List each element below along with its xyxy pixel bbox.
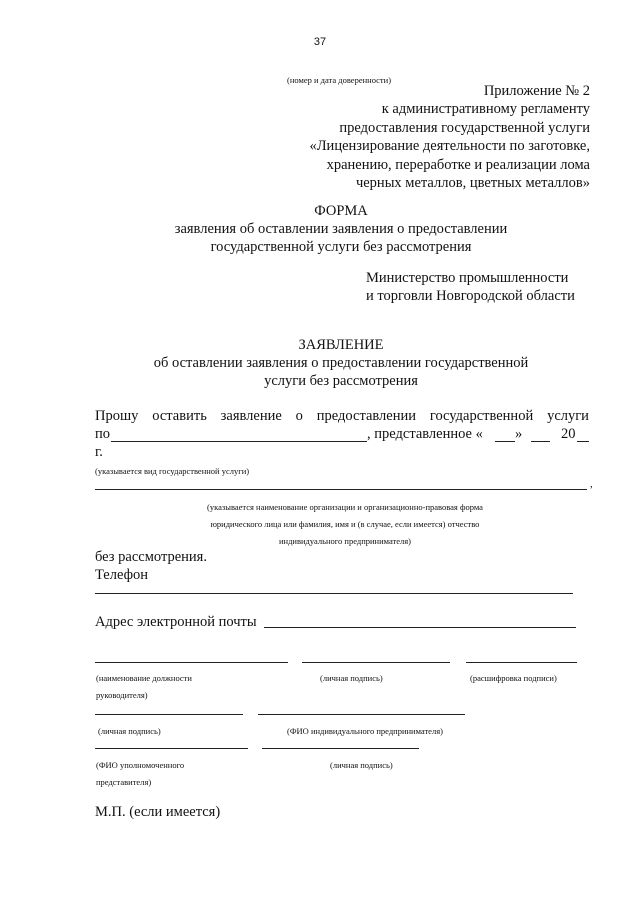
ip-signature-hint: (личная подпись) [98, 726, 161, 736]
phone-label: Телефон [95, 567, 148, 583]
request-word: услуги [547, 408, 589, 424]
applicant-name-field[interactable] [95, 489, 587, 490]
appendix-line: хранению, переработке и реализации лома [326, 156, 590, 173]
appendix-line: черных металлов, цветных металлов» [355, 175, 590, 192]
appendix-line: предоставления государственной услуги [339, 119, 590, 136]
appendix-line: «Лицензирование деятельности по заготовке, [309, 138, 590, 155]
applicant-line-comma: , [590, 478, 593, 490]
email-label: Адрес электронной почты [95, 614, 257, 630]
org-hint-line1: (указывается наименование организации и организационно-правовая форма [207, 502, 483, 512]
no-consideration-text: без рассмотрения. [95, 549, 207, 565]
org-hint-line3: индивидуального предпринимателя) [279, 536, 411, 546]
statement-subtitle-line1: об оставлении заявления о предоставлении государственной [153, 355, 529, 371]
request-word: Прошу [95, 408, 139, 424]
appendix-line: Приложение № 2 [483, 83, 590, 99]
position-hint-line2: руководителя) [96, 690, 148, 700]
form-subtitle-line2: государственной услуги без рассмотрения [210, 239, 472, 255]
position-hint-line1: (наименование должности [96, 673, 192, 683]
submission-year-field[interactable] [577, 441, 589, 442]
representative-signature-field[interactable] [262, 748, 419, 749]
head-signature-hint: (личная подпись) [320, 673, 383, 683]
ip-name-field[interactable] [258, 714, 465, 715]
request-word: предоставлении [316, 408, 416, 424]
request-word: о [295, 408, 303, 424]
position-field[interactable] [95, 662, 288, 663]
ip-signature-field[interactable] [95, 714, 243, 715]
appendix-block [309, 82, 590, 192]
submitted-label: , представленное « [367, 426, 483, 442]
request-prefix: по [95, 426, 111, 442]
phone-field[interactable] [95, 593, 573, 594]
submission-month-field[interactable] [531, 441, 550, 442]
email-field[interactable] [264, 627, 576, 628]
representative-signature-hint: (личная подпись) [330, 760, 393, 770]
request-word: заявление [220, 408, 282, 424]
recipient-line1: Министерство промышленности [366, 270, 569, 286]
submission-day-field[interactable] [495, 441, 515, 442]
service-name-field[interactable] [111, 441, 367, 442]
recipient-line2: и торговли Новгородской области [366, 288, 575, 304]
power-of-attorney-note: (номер и дата доверенности) [287, 75, 392, 85]
year-prefix: 20 [561, 426, 576, 442]
statement-subtitle-line2: услуги без рассмотрения [264, 373, 418, 389]
page-number: 37 [313, 36, 327, 48]
quote-close: » [515, 426, 523, 442]
signature-decoding-hint: (расшифровка подписи) [470, 673, 557, 683]
request-line1 [95, 408, 589, 425]
representative-hint-line1: (ФИО уполномоченного [96, 760, 185, 770]
form-title: ФОРМА [314, 203, 368, 219]
stamp-place: М.П. (если имеется) [95, 804, 221, 820]
request-word: оставить [152, 408, 207, 424]
signature-decoding-field[interactable] [466, 662, 577, 663]
ip-name-hint: (ФИО индивидуального предпринимателя) [287, 726, 443, 736]
statement-title: ЗАЯВЛЕНИЕ [298, 337, 384, 353]
request-word: государственной [429, 408, 534, 424]
head-signature-field[interactable] [302, 662, 450, 663]
org-hint-line2: юридического лица или фамилия, имя и (в случае, если имеется) отчество [210, 519, 480, 529]
service-type-hint: (указывается вид государственной услуги) [95, 466, 250, 476]
year-suffix: г. [95, 444, 103, 460]
representative-hint-line2: представителя) [96, 777, 152, 787]
appendix-line: к административному регламенту [381, 101, 590, 118]
representative-name-field[interactable] [95, 748, 248, 749]
form-subtitle-line1: заявления об оставлении заявления о предоставлении [174, 221, 508, 237]
